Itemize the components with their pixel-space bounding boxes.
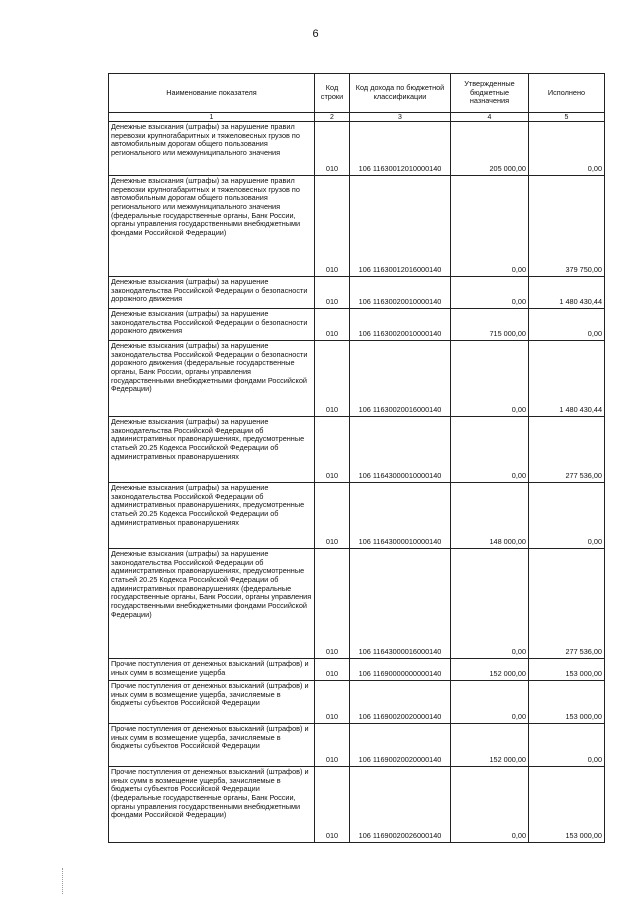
line-code: 010 <box>315 417 350 483</box>
column-number: 5 <box>529 113 605 122</box>
table-row <box>109 549 605 659</box>
income-code: 106 11690020020000140 <box>350 681 451 724</box>
line-code: 010 <box>315 681 350 724</box>
line-code: 010 <box>315 724 350 767</box>
executed-amount: 153 000,00 <box>529 767 605 843</box>
header-row <box>109 74 605 113</box>
indicator-name: Прочие поступления от денежных взысканий (штрафов) и иных сумм в возмещение ущерба, зачисляемые в бюджеты субъектов Российской Федерации <box>109 724 315 767</box>
executed-amount: 0,00 <box>529 483 605 549</box>
indicator-name: Денежные взыскания (штрафы) за нарушение законодательства Российской Федерации о безопасности дорожного движения <box>109 309 315 341</box>
table-row <box>109 122 605 176</box>
table-row <box>109 176 605 277</box>
executed-amount: 277 536,00 <box>529 549 605 659</box>
income-code: 106 11643000010000140 <box>350 483 451 549</box>
table-row <box>109 659 605 681</box>
table-row <box>109 417 605 483</box>
approved-amount: 0,00 <box>451 417 529 483</box>
header-income-code: Код дохода по бюджетной классификации <box>350 74 451 113</box>
line-code: 010 <box>315 659 350 681</box>
header-indicator-name: Наименование показателя <box>109 74 315 113</box>
executed-amount: 1 480 430,44 <box>529 277 605 309</box>
indicator-name: Денежные взыскания (штрафы) за нарушение правил перевозки крупногабаритных и тяжеловесных грузов по автомобильным дорогам общего пользования регионального или межмуниципального значения <box>109 122 315 176</box>
table-row <box>109 309 605 341</box>
table-row <box>109 341 605 417</box>
line-code: 010 <box>315 122 350 176</box>
approved-amount: 152 000,00 <box>451 724 529 767</box>
line-code: 010 <box>315 277 350 309</box>
header-executed: Исполнено <box>529 74 605 113</box>
approved-amount: 0,00 <box>451 767 529 843</box>
line-code: 010 <box>315 176 350 277</box>
approved-amount: 0,00 <box>451 277 529 309</box>
indicator-name: Денежные взыскания (штрафы) за нарушение правил перевозки крупногабаритных и тяжеловесных грузов по автомобильным дорогам общего пользования регионального или межмуниципального значения (федеральные государственные органы, Банк России, органы управления государственными внебюджетными фондами Российской Федерации) <box>109 176 315 277</box>
approved-amount: 0,00 <box>451 176 529 277</box>
indicator-name: Денежные взыскания (штрафы) за нарушение законодательства Российской Федерации о безопасности дорожного движения <box>109 277 315 309</box>
executed-amount: 0,00 <box>529 122 605 176</box>
column-number: 1 <box>109 113 315 122</box>
income-code: 106 11630012016000140 <box>350 176 451 277</box>
approved-amount: 148 000,00 <box>451 483 529 549</box>
column-number: 4 <box>451 113 529 122</box>
column-number-row <box>109 113 605 122</box>
income-code: 106 11643000010000140 <box>350 417 451 483</box>
indicator-name: Денежные взыскания (штрафы) за нарушение законодательства Российской Федерации об административных правонарушениях, предусмотренные статьей 20.25 Кодекса Российской Федерации об административных правонарушениях <box>109 417 315 483</box>
table-row <box>109 483 605 549</box>
line-code: 010 <box>315 341 350 417</box>
executed-amount: 379 750,00 <box>529 176 605 277</box>
income-code: 106 11690000000000140 <box>350 659 451 681</box>
indicator-name: Прочие поступления от денежных взысканий (штрафов) и иных сумм в возмещение ущерба, зачисляемые в бюджеты субъектов Российской Федерации (федеральные государственные органы, Банк России, органы управления государственными внебюджетными фондами Российской Федерации) <box>109 767 315 843</box>
approved-amount: 205 000,00 <box>451 122 529 176</box>
indicator-name: Прочие поступления от денежных взысканий (штрафов) и иных сумм в возмещение ущерба, зачисляемые в бюджеты субъектов Российской Федерации <box>109 681 315 724</box>
table-row <box>109 277 605 309</box>
income-code: 106 11690020020000140 <box>350 724 451 767</box>
table-row <box>109 681 605 724</box>
line-code: 010 <box>315 309 350 341</box>
income-code: 106 11630020016000140 <box>350 341 451 417</box>
table-row <box>109 724 605 767</box>
line-code: 010 <box>315 767 350 843</box>
page-number: 6 <box>312 28 319 40</box>
income-code: 106 11690020026000140 <box>350 767 451 843</box>
approved-amount: 715 000,00 <box>451 309 529 341</box>
indicator-name: Денежные взыскания (штрафы) за нарушение законодательства Российской Федерации об административных правонарушениях, предусмотренные статьей 20.25 Кодекса Российской Федерации об административных правонарушениях <box>109 483 315 549</box>
approved-amount: 0,00 <box>451 549 529 659</box>
income-code: 106 11630012010000140 <box>350 122 451 176</box>
header-line-code: Код строки <box>315 74 350 113</box>
income-code: 106 11630020010000140 <box>350 309 451 341</box>
indicator-name: Денежные взыскания (штрафы) за нарушение законодательства Российской Федерации об административных правонарушениях, предусмотренные статьей 20.25 Кодекса Российской Федерации об административных правонарушениях (федеральные государственные органы, Банк России, органы управления государственными внебюджетными фондами Российской Федерации) <box>109 549 315 659</box>
approved-amount: 152 000,00 <box>451 659 529 681</box>
column-number: 2 <box>315 113 350 122</box>
executed-amount: 277 536,00 <box>529 417 605 483</box>
table-row <box>109 767 605 843</box>
line-code: 010 <box>315 483 350 549</box>
indicator-name: Денежные взыскания (штрафы) за нарушение законодательства Российской Федерации о безопасности дорожного движения (федеральные государственные органы, Банк России, органы управления государственными внебюджетными фондами Российской Федерации) <box>109 341 315 417</box>
budget-execution-table <box>108 73 605 843</box>
indicator-name: Прочие поступления от денежных взысканий (штрафов) и иных сумм в возмещение ущерба <box>109 659 315 681</box>
executed-amount: 153 000,00 <box>529 659 605 681</box>
executed-amount: 0,00 <box>529 309 605 341</box>
column-number: 3 <box>350 113 451 122</box>
approved-amount: 0,00 <box>451 341 529 417</box>
income-code: 106 11643000016000140 <box>350 549 451 659</box>
income-code: 106 11630020010000140 <box>350 277 451 309</box>
line-code: 010 <box>315 549 350 659</box>
approved-amount: 0,00 <box>451 681 529 724</box>
executed-amount: 1 480 430,44 <box>529 341 605 417</box>
executed-amount: 0,00 <box>529 724 605 767</box>
header-approved: Утвержденные бюджетные назначения <box>451 74 529 113</box>
scan-margin-mark <box>62 868 68 894</box>
executed-amount: 153 000,00 <box>529 681 605 724</box>
